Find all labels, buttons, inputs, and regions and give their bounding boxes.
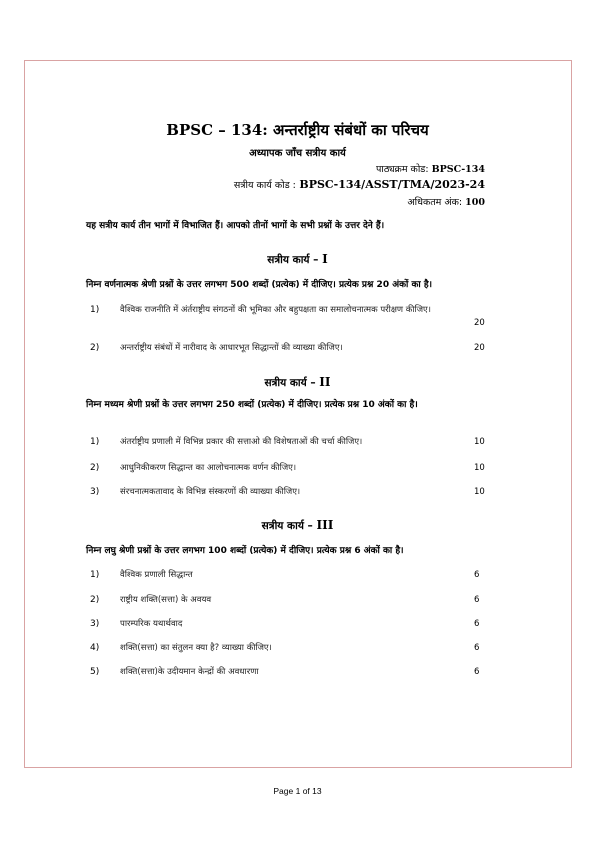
question-number: 5): [90, 667, 100, 677]
question-number: 3): [90, 619, 100, 629]
question-text: राष्ट्रीय शक्ति(सत्ता) के अवयव: [120, 595, 212, 605]
section-heading-label: सत्रीय कार्य –: [267, 254, 319, 266]
section-numeral: III: [316, 518, 334, 532]
question-text: संरचनात्मकतावाद के विभिन्न संस्करणों की व्याख्या कीजिए।: [120, 487, 301, 497]
question-marks: 6: [474, 667, 480, 677]
section-numeral: I: [322, 252, 328, 266]
question-marks: 6: [474, 570, 480, 580]
section-heading-1: [0, 252, 595, 267]
course-code: BPSC-134: [431, 164, 485, 175]
section-heading-2: [0, 375, 595, 390]
section-heading-label: सत्रीय कार्य –: [261, 520, 313, 532]
question-text: शक्ति(सत्ता)के उदीयमान केन्द्रों की अवधारणा: [120, 667, 259, 677]
max-marks-line: [407, 195, 485, 208]
question-text: पारम्परिक यथार्थवाद: [120, 619, 183, 629]
question-text: आधुनिकीकरण सिद्धान्त का आलोचनात्मक वर्णन कीजिए।: [120, 463, 297, 473]
course-code-label: पाठ्यक्रम कोड:: [375, 164, 429, 175]
question-marks: 6: [474, 619, 480, 629]
intro-text: यह सत्रीय कार्य तीन भागों में विभाजित हैं। आपको तीनों भागों के सभी प्रश्नों के उत्तर देने हैं।: [86, 221, 385, 231]
assignment-code-label: सत्रीय कार्य कोड :: [233, 180, 296, 191]
question-number: 2): [90, 343, 100, 353]
question-text: शक्ति(सत्ता) का संतुलन क्या है? व्याख्या कीजिए।: [120, 643, 272, 653]
assignment-code-line: [234, 178, 485, 191]
page-number: Page 1 of 13: [273, 786, 322, 796]
page-border: [24, 60, 572, 768]
question-text: वैश्विक राजनीति में अंर्तराष्ट्रीय संगठनों की भूमिका और बहुपक्षता का समालोचनात्मक परीक्षण कीजिए।: [120, 305, 431, 315]
section-heading-3: [0, 518, 595, 533]
question-marks: 6: [474, 595, 480, 605]
question-marks: 10: [474, 463, 485, 473]
question-number: 4): [90, 643, 100, 653]
assignment-code: BPSC-134/ASST/TMA/2023-24: [299, 178, 485, 191]
question-number: 2): [90, 595, 100, 605]
section-instruction-3: निम्न लघु श्रेणी प्रश्नों के उत्तर लगभग 100 शब्दों (प्रत्येक) में दीजिए। प्रत्येक प्रश्न 6 अंकों का है।: [86, 546, 404, 556]
question-text: वैश्विक प्रणाली सिद्धान्त: [120, 570, 193, 580]
document-subtitle: अध्यापक जाँच सत्रीय कार्य: [249, 148, 346, 159]
max-marks: 100: [465, 197, 485, 208]
question-text: अंतर्राष्ट्रीय प्रणाली में विभिन्न प्रकार की सत्ताओ की विशेषताओं की चर्चा कीजिए।: [120, 437, 363, 447]
section-numeral: II: [319, 375, 331, 389]
question-number: 2): [90, 463, 100, 473]
question-marks: 6: [474, 643, 480, 653]
question-number: 1): [90, 437, 100, 447]
question-marks: 10: [474, 437, 485, 447]
max-marks-label: अधिकतम अंक:: [407, 197, 463, 208]
document-title: BPSC – 134: अन्तर्राष्ट्रीय संबंधों का परिचय: [166, 121, 429, 139]
question-number: 1): [90, 305, 100, 315]
question-number: 1): [90, 570, 100, 580]
section-instruction-1: निम्न वर्णनात्मक श्रेणी प्रश्नों के उत्तर लगभग 500 शब्दों (प्रत्येक) में दीजिए। प्रत्येक प्रश्न 20 अंकों का है।: [86, 280, 433, 290]
section-heading-label: सत्रीय कार्य –: [264, 377, 316, 389]
question-marks: 20: [474, 343, 485, 353]
section-instruction-2: निम्न मध्यम श्रेणी प्रश्नों के उत्तर लगभग 250 शब्दों (प्रत्येक) में दीजिए। प्रत्येक प्रश्न 10 अंकों का है।: [86, 400, 418, 410]
question-marks: 20: [474, 318, 485, 328]
course-code-line: [376, 162, 485, 175]
question-marks: 10: [474, 487, 485, 497]
question-text: अन्तर्राष्ट्रीय संबंधों में नारीवाद के आधारभूत सिद्धान्तों की व्याख्या कीजिए।: [120, 343, 343, 353]
question-number: 3): [90, 487, 100, 497]
